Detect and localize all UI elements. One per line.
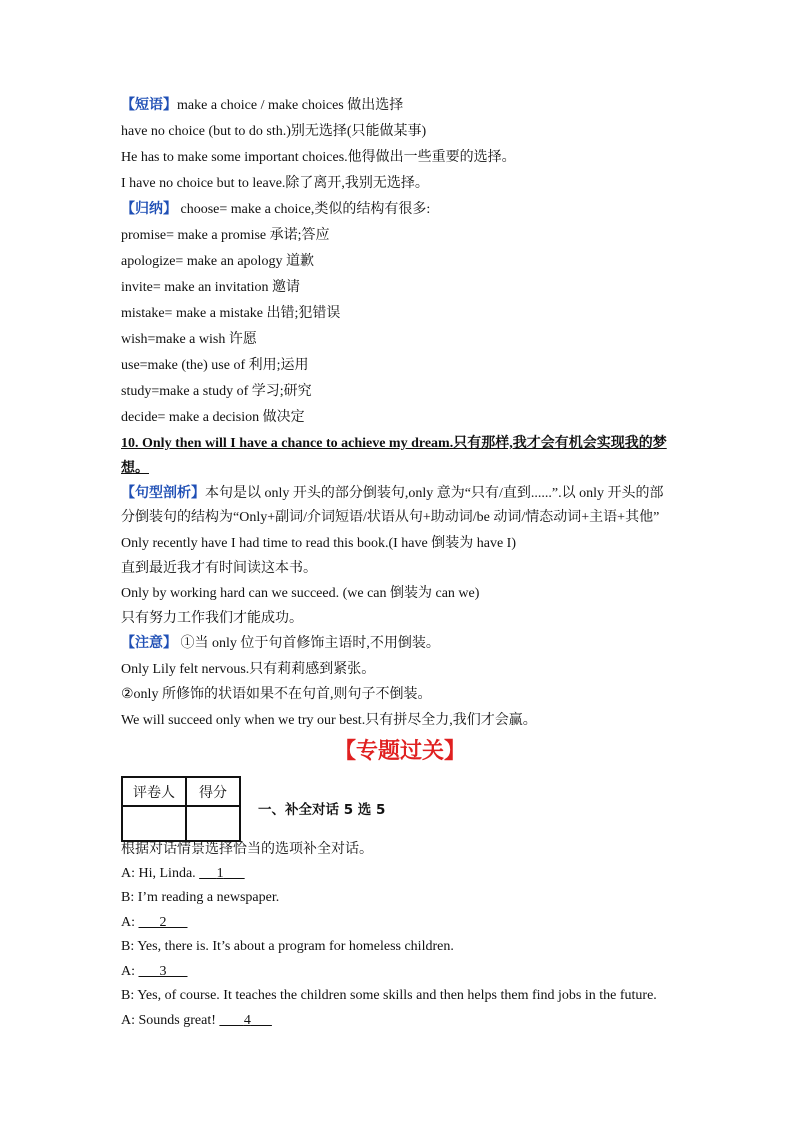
- analysis-line-2: 分倒装句的结构为“Only+副词/介词短语/状语从句+助动词/be 动词/情态动词+主语+其他”: [121, 510, 660, 525]
- answer-blank[interactable]: [199, 864, 245, 884]
- example-translation: 只有努力工作我们才能成功。: [121, 611, 303, 626]
- list-item: wish=make a wish 许愿: [121, 332, 257, 347]
- dialogue-line: [121, 913, 188, 933]
- section-title: 【专题过关】: [333, 738, 466, 763]
- phrase-text: make a choice / make choices 做出选择: [177, 98, 404, 113]
- section-label: 一、补全对话 5 选 5: [258, 802, 386, 818]
- answer-blank[interactable]: [139, 913, 188, 933]
- instruction: 根据对话情景选择恰当的选项补全对话。: [121, 842, 373, 857]
- grader-cell: [122, 806, 186, 841]
- summary-text: choose= make a choice,类似的结构有很多:: [177, 202, 431, 217]
- summary-tag: 【归纳】: [121, 202, 177, 217]
- text-line: I have no choice but to leave.除了离开,我别无选择。: [121, 176, 429, 191]
- example-line: Only by working hard can we succeed. (we can 倒装为 can we): [121, 586, 480, 601]
- example-line: Only recently have I had time to read this book.(I have 倒装为 have I): [121, 536, 516, 551]
- phrase-line: [121, 96, 403, 116]
- dialogue-line: [121, 864, 245, 884]
- list-item: decide= make a decision 做决定: [121, 410, 305, 425]
- list-item: apologize= make an apology 道歉: [121, 254, 314, 269]
- dialogue-line: [121, 962, 188, 982]
- example-line: We will succeed only when we try our best.只有拼尽全力,我们才会赢。: [121, 713, 537, 728]
- blank-number: 2: [159, 915, 167, 930]
- analysis-tag: 【句型剖析】: [121, 486, 205, 501]
- dialogue-line: B: Yes, there is. It’s about a program for homeless children.: [121, 939, 454, 954]
- blank-number: 4: [243, 1013, 251, 1028]
- answer-blank[interactable]: [139, 962, 188, 982]
- summary-line: [121, 200, 430, 220]
- note-line-2: ②only 所修饰的状语如果不在句首,则句子不倒装。: [121, 687, 432, 702]
- dialogue-line: [121, 1011, 272, 1031]
- analysis-text: 本句是以 only 开头的部分倒装句,only 意为“只有/直到......”.以 only 开头的部: [205, 486, 664, 501]
- sentence-heading: 10. Only then will I have a chance to achieve my dream.只有那样,我才会有机会实现我的梦: [121, 436, 667, 451]
- list-item: promise= make a promise 承诺;答应: [121, 228, 330, 243]
- list-item: study=make a study of 学习;研究: [121, 384, 312, 399]
- dialogue-text: A:: [121, 915, 139, 930]
- score-cell: [186, 806, 240, 841]
- list-item: mistake= make a mistake 出错;犯错误: [121, 306, 341, 321]
- analysis-line: [121, 484, 664, 504]
- list-item: use=make (the) use of 利用;运用: [121, 358, 309, 373]
- sentence-heading-cont: 想。: [121, 461, 149, 476]
- phrase-tag: 【短语】: [121, 98, 177, 113]
- dialogue-text: A: Hi, Linda.: [121, 866, 200, 881]
- example-translation: 直到最近我才有时间读这本书。: [121, 561, 317, 576]
- note-line: [121, 634, 440, 654]
- grader-header: 评卷人: [122, 777, 186, 806]
- dialogue-text: A: Sounds great!: [121, 1013, 220, 1028]
- example-line: Only Lily felt nervous.只有莉莉感到紧张。: [121, 662, 376, 677]
- blank-number: 3: [159, 964, 167, 979]
- blank-number: 1: [216, 866, 224, 881]
- answer-blank[interactable]: [219, 1011, 272, 1031]
- score-header: 得分: [186, 777, 240, 806]
- note-tag: 【注意】: [121, 636, 177, 651]
- dialogue-line: B: I’m reading a newspaper.: [121, 890, 280, 905]
- grading-table: [121, 776, 241, 842]
- note-text: ①当 only 位于句首修饰主语时,不用倒装。: [177, 636, 440, 651]
- dialogue-text: A:: [121, 964, 139, 979]
- text-line: have no choice (but to do sth.)别无选择(只能做某事): [121, 124, 427, 139]
- list-item: invite= make an invitation 邀请: [121, 280, 300, 295]
- text-line: He has to make some important choices.他得做出一些重要的选择。: [121, 150, 516, 165]
- dialogue-line: B: Yes, of course. It teaches the children some skills and then helps them find jobs in the future.: [121, 988, 657, 1003]
